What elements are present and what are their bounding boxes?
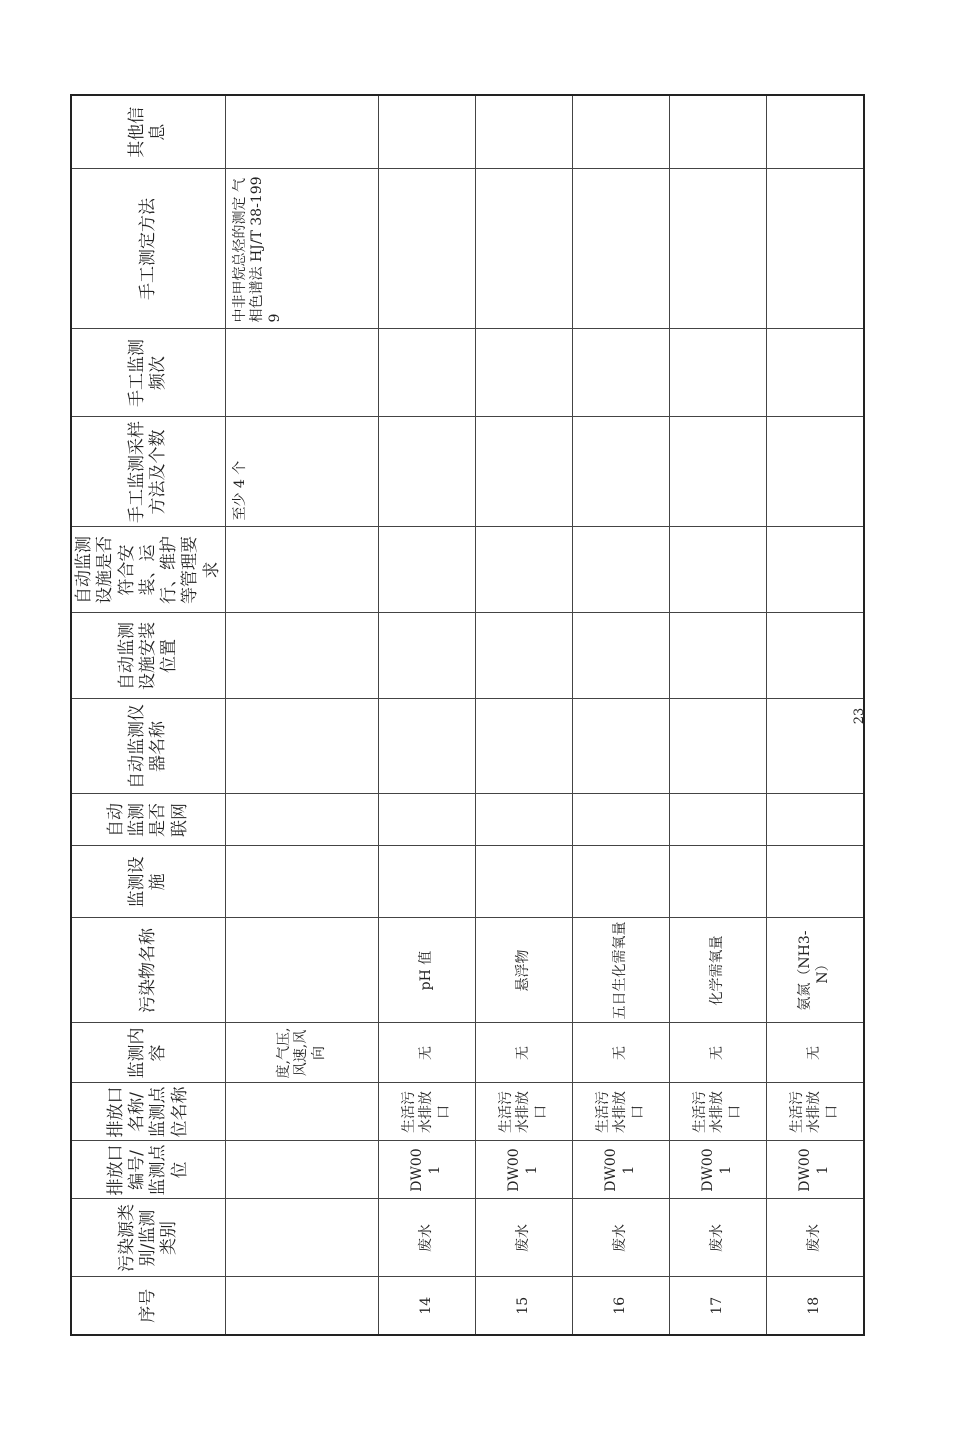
content-cell: 无 bbox=[475, 1023, 572, 1083]
seq-cell: 16 bbox=[572, 1277, 669, 1335]
pollutant-cell: pH 值 bbox=[378, 918, 475, 1023]
outlet-code-cell: DW001 bbox=[669, 1141, 766, 1199]
header-row bbox=[71, 95, 225, 1335]
category-cell: 废水 bbox=[475, 1199, 572, 1277]
table-row bbox=[475, 95, 572, 1335]
content-cell: 无 bbox=[766, 1023, 864, 1083]
header-facility: 监测设施 bbox=[71, 846, 225, 918]
monitoring-table bbox=[70, 94, 865, 1336]
category-cell: 废水 bbox=[572, 1199, 669, 1277]
method-cell: 中非甲烷总烃的测定 气相色谱法 HJ/T 38-1999 bbox=[225, 169, 378, 329]
seq-cell: 14 bbox=[378, 1277, 475, 1335]
outlet-name-cell: 生活污水排放口 bbox=[572, 1083, 669, 1141]
table-row bbox=[766, 95, 864, 1335]
outlet-name-cell: 生活污水排放口 bbox=[378, 1083, 475, 1141]
table-row bbox=[572, 95, 669, 1335]
table-row bbox=[378, 95, 475, 1335]
outlet-code-cell: DW001 bbox=[766, 1141, 864, 1199]
pollutant-cell: 化学需氧量 bbox=[669, 918, 766, 1023]
table-row bbox=[225, 95, 378, 1335]
outlet-name-cell: 生活污水排放口 bbox=[766, 1083, 864, 1141]
header-monitor-content: 监测内容 bbox=[71, 1023, 225, 1083]
page-number: 23 bbox=[852, 707, 867, 725]
monitor-content-cell: 度,气压,风速,风向 bbox=[225, 1023, 378, 1083]
content-cell: 无 bbox=[378, 1023, 475, 1083]
header-method: 手工测定方法 bbox=[71, 169, 225, 329]
category-cell: 废水 bbox=[378, 1199, 475, 1277]
header-pollutant: 污染物名称 bbox=[71, 918, 225, 1023]
rotated-table-wrapper bbox=[70, 96, 840, 1336]
header-other: 其他信息 bbox=[71, 95, 225, 169]
category-cell: 废水 bbox=[766, 1199, 864, 1277]
header-frequency: 手工监测频次 bbox=[71, 329, 225, 417]
pollutant-cell: 五日生化需氧量 bbox=[572, 918, 669, 1023]
pollutant-cell: 悬浮物 bbox=[475, 918, 572, 1023]
outlet-code-cell: DW001 bbox=[475, 1141, 572, 1199]
header-compliance: 自动监测设施是否符合安装、运行、维护等管理要求 bbox=[71, 527, 225, 613]
seq-cell: 18 bbox=[766, 1277, 864, 1335]
header-outlet-code: 排放口编号/监测点位 bbox=[71, 1141, 225, 1199]
header-networked: 自动监测是否联网 bbox=[71, 794, 225, 846]
header-install-location: 自动监测设施安装位置 bbox=[71, 613, 225, 699]
outlet-name-cell: 生活污水排放口 bbox=[669, 1083, 766, 1141]
sampling-cell: 至少 4 个 bbox=[225, 417, 378, 527]
outlet-code-cell: DW001 bbox=[378, 1141, 475, 1199]
content-cell: 无 bbox=[669, 1023, 766, 1083]
content-cell: 无 bbox=[572, 1023, 669, 1083]
header-category: 污染源类别/监测类别 bbox=[71, 1199, 225, 1277]
category-cell: 废水 bbox=[669, 1199, 766, 1277]
header-seq: 序号 bbox=[71, 1277, 225, 1335]
outlet-name-cell: 生活污水排放口 bbox=[475, 1083, 572, 1141]
pollutant-cell: 氨氮（NH3-N） bbox=[766, 918, 864, 1023]
seq-cell: 15 bbox=[475, 1277, 572, 1335]
header-instrument: 自动监测仪器名称 bbox=[71, 699, 225, 794]
header-sampling: 手工监测采样方法及个数 bbox=[71, 417, 225, 527]
seq-cell: 17 bbox=[669, 1277, 766, 1335]
table-row bbox=[669, 95, 766, 1335]
outlet-code-cell: DW001 bbox=[572, 1141, 669, 1199]
header-outlet-name: 排放口名称/监测点位名称 bbox=[71, 1083, 225, 1141]
